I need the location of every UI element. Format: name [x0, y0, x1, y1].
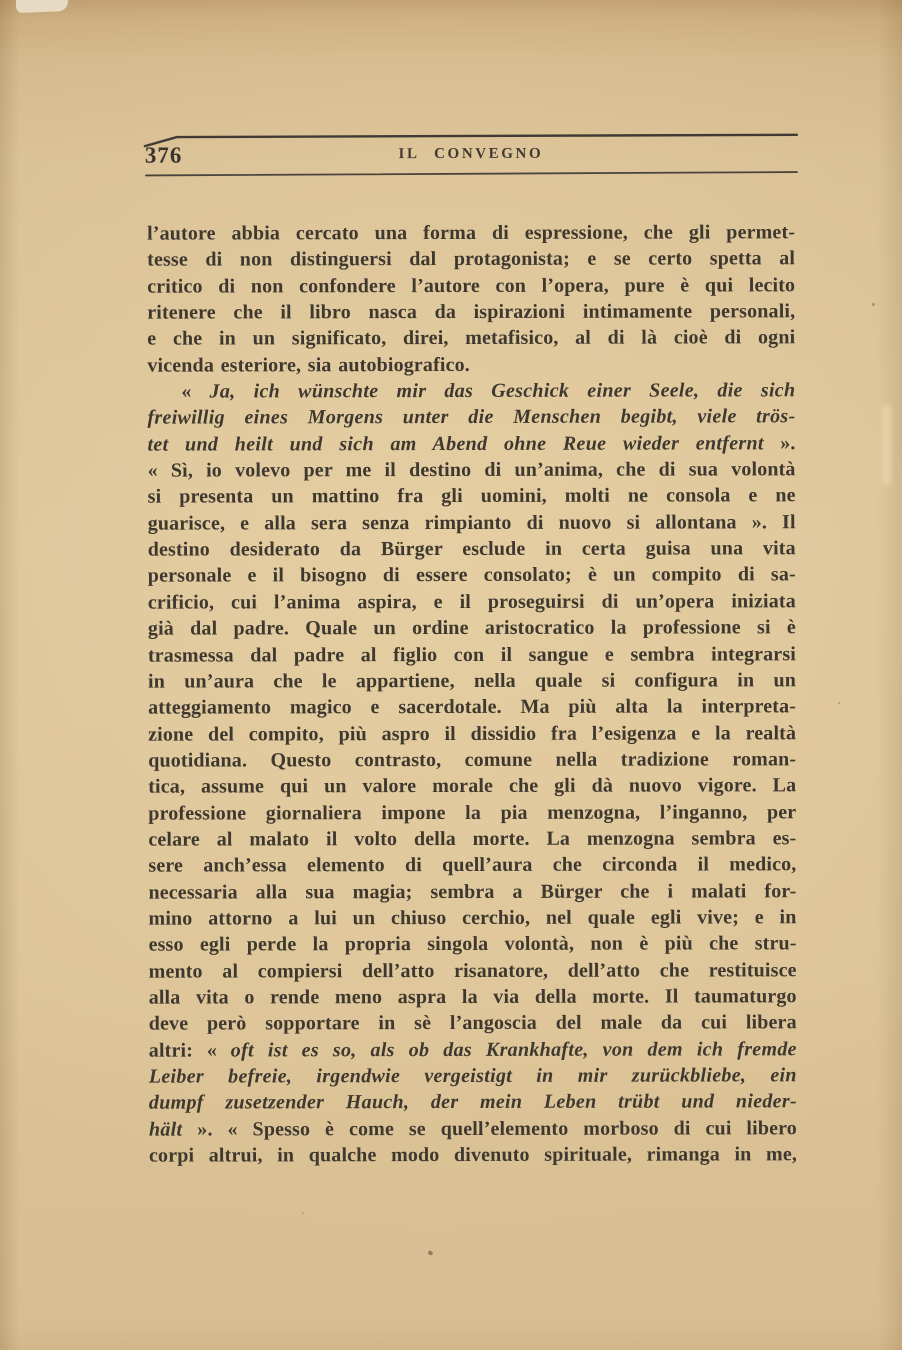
text-segment-roman: alla vita o rende meno aspra la via della morte. Il taumaturgo	[148, 985, 797, 1009]
text-line	[148, 535, 796, 563]
text-segment-roman: « Sì, io volevo per me il destino di un’anima, che di sua volontà	[147, 458, 796, 482]
text-line	[149, 1141, 797, 1169]
text-line	[148, 852, 796, 880]
text-line	[148, 588, 796, 616]
header-rules	[0, 0, 901, 201]
text-line	[148, 641, 796, 669]
text-segment-roman: sere anch’essa elemento di quell’aura che circonda il medico,	[148, 853, 797, 877]
text-line	[148, 904, 796, 932]
text-segment-roman: altri: «	[148, 1039, 231, 1062]
running-header-title: IL CONVEGNO	[398, 145, 544, 163]
text-segment-roman: già dal padre. Quale un ordine aristocratico la professione si è	[147, 616, 796, 640]
text-segment-roman: guarisce, e alla sera senza rimpianto di nuovo si allontana ». Il	[147, 511, 796, 535]
text-line	[147, 351, 795, 379]
text-line	[147, 219, 795, 247]
text-segment-roman: zione del compito, più aspro il dissidio fra l’esigenza e la realtà	[148, 721, 797, 746]
text-line	[147, 377, 795, 405]
text-segment-roman: ». « Spesso è come se quell’elemento morboso di cui libero	[182, 1116, 797, 1141]
text-segment-italic: hält	[148, 1118, 183, 1141]
text-line	[148, 772, 796, 800]
text-line	[149, 983, 797, 1011]
text-segment-italic: dumpf zusetzender Hauch, der mein Leben trübt und nieder-	[148, 1090, 797, 1114]
text-segment-roman: tica, assume qui un valore morale che gli dà nuovo vigore. La	[148, 774, 797, 798]
text-segment-roman: crificio, cui l’anima aspira, e il proseguirsi di un’opera iniziata	[147, 590, 796, 614]
text-segment-roman: e che in un significato, direi, metafisico, al di là cioè di ogni	[147, 326, 796, 351]
text-segment-roman: l’autore abbia cercato una forma di espressione, che gli permet-	[147, 221, 796, 245]
text-segment-roman: celare al malato il volto della morte. La menzogna sembra es-	[148, 827, 797, 851]
text-line	[149, 1062, 797, 1090]
text-segment-roman: mino attorno a lui un chiuso cerchio, nel quale egli vive; e in	[148, 906, 797, 930]
text-segment-roman: si presenta un mattino fra gli uomini, molti ne consola e ne	[147, 484, 796, 509]
text-line	[148, 667, 796, 695]
text-segment-roman: professione giornaliera impone la pia menzogna, l’inganno, per	[148, 800, 797, 825]
text-segment-roman: ritenere che il libro nasca da ispirazioni intimamente personali,	[147, 300, 796, 324]
text-segment-roman: destino desiderato da Bürger esclude in certa guisa una vita	[147, 537, 796, 561]
text-line	[149, 1036, 797, 1064]
text-line	[148, 720, 796, 748]
text-line	[147, 272, 795, 300]
text-segment-roman: tesse di non distinguersi dal protagonista; e se certo spetta al	[147, 247, 796, 271]
text-line	[147, 246, 795, 274]
body-text	[147, 219, 797, 1169]
text-segment-italic: tet und heilt und sich am Abend ohne Reue wieder entfernt	[147, 432, 764, 456]
text-line	[148, 456, 796, 484]
header-rule-bottom	[146, 172, 797, 175]
text-line	[148, 693, 796, 721]
text-segment-italic: oft ist es so, als ob das Krankhafte, von dem ich fremde	[230, 1037, 797, 1062]
text-segment-roman: mento al compiersi dell’atto risanatore, dell’atto che restituisce	[148, 958, 797, 983]
text-line	[149, 1010, 797, 1038]
text-line	[147, 298, 795, 326]
text-segment-roman: deve però sopportare in sè l’angoscia del male da cui libera	[148, 1011, 797, 1035]
text-segment-roman: vicenda esteriore, sia autobiografico.	[147, 353, 470, 377]
text-line	[148, 483, 796, 511]
text-line	[148, 614, 796, 642]
text-line	[148, 562, 796, 590]
text-segment-italic: Leiber befreie, irgendwie vergeistigt in mir zurückbliebe, ein	[148, 1064, 797, 1088]
header-rule-top	[145, 135, 797, 146]
text-line	[148, 878, 796, 906]
text-segment-roman: esso egli perde la propria singola volontà, non è più che stru-	[148, 932, 797, 956]
text-line	[148, 509, 796, 537]
text-line	[149, 931, 797, 959]
text-segment-roman: atteggiamento magico e sacerdotale. Ma più alta la interpreta-	[148, 695, 797, 719]
text-line	[149, 1115, 797, 1143]
text-segment-roman: necessaria alla sua magia; sembra a Bürger che i malati for-	[148, 879, 797, 904]
text-line	[148, 799, 796, 827]
text-line	[148, 825, 796, 853]
text-segment-roman: trasmessa dal padre al figlio con il sangue e sembra integrarsi	[147, 642, 796, 667]
text-segment-italic: Ja, ich wünschte mir das Geschick einer Seele, die sich	[209, 379, 796, 403]
text-segment-roman: corpi altrui, in qualche modo divenuto spirituale, rimanga in me,	[148, 1143, 798, 1167]
text-line	[148, 746, 796, 774]
text-line	[147, 430, 795, 458]
text-line	[147, 325, 795, 353]
text-segment-roman: critico di non confondere l’autore con l’opera, pure è qui lecito	[147, 273, 796, 298]
text-segment-roman: quotidiana. Questo contrasto, comune nella tradizione roman-	[148, 748, 797, 772]
page-number: 376	[144, 142, 183, 168]
text-line	[147, 404, 795, 432]
text-line	[149, 957, 797, 985]
text-segment-roman: ».	[763, 432, 796, 455]
text-line	[149, 1089, 797, 1117]
text-segment-roman: «	[181, 380, 210, 403]
text-segment-roman: in un’aura che le appartiene, nella quale si configura in un	[147, 669, 797, 693]
text-segment-roman: personale e il bisogno di essere consolato; è un compito di sa-	[147, 563, 796, 588]
text-segment-italic: freiwillig eines Morgens unter die Menschen begibt, viele trös-	[147, 405, 796, 430]
